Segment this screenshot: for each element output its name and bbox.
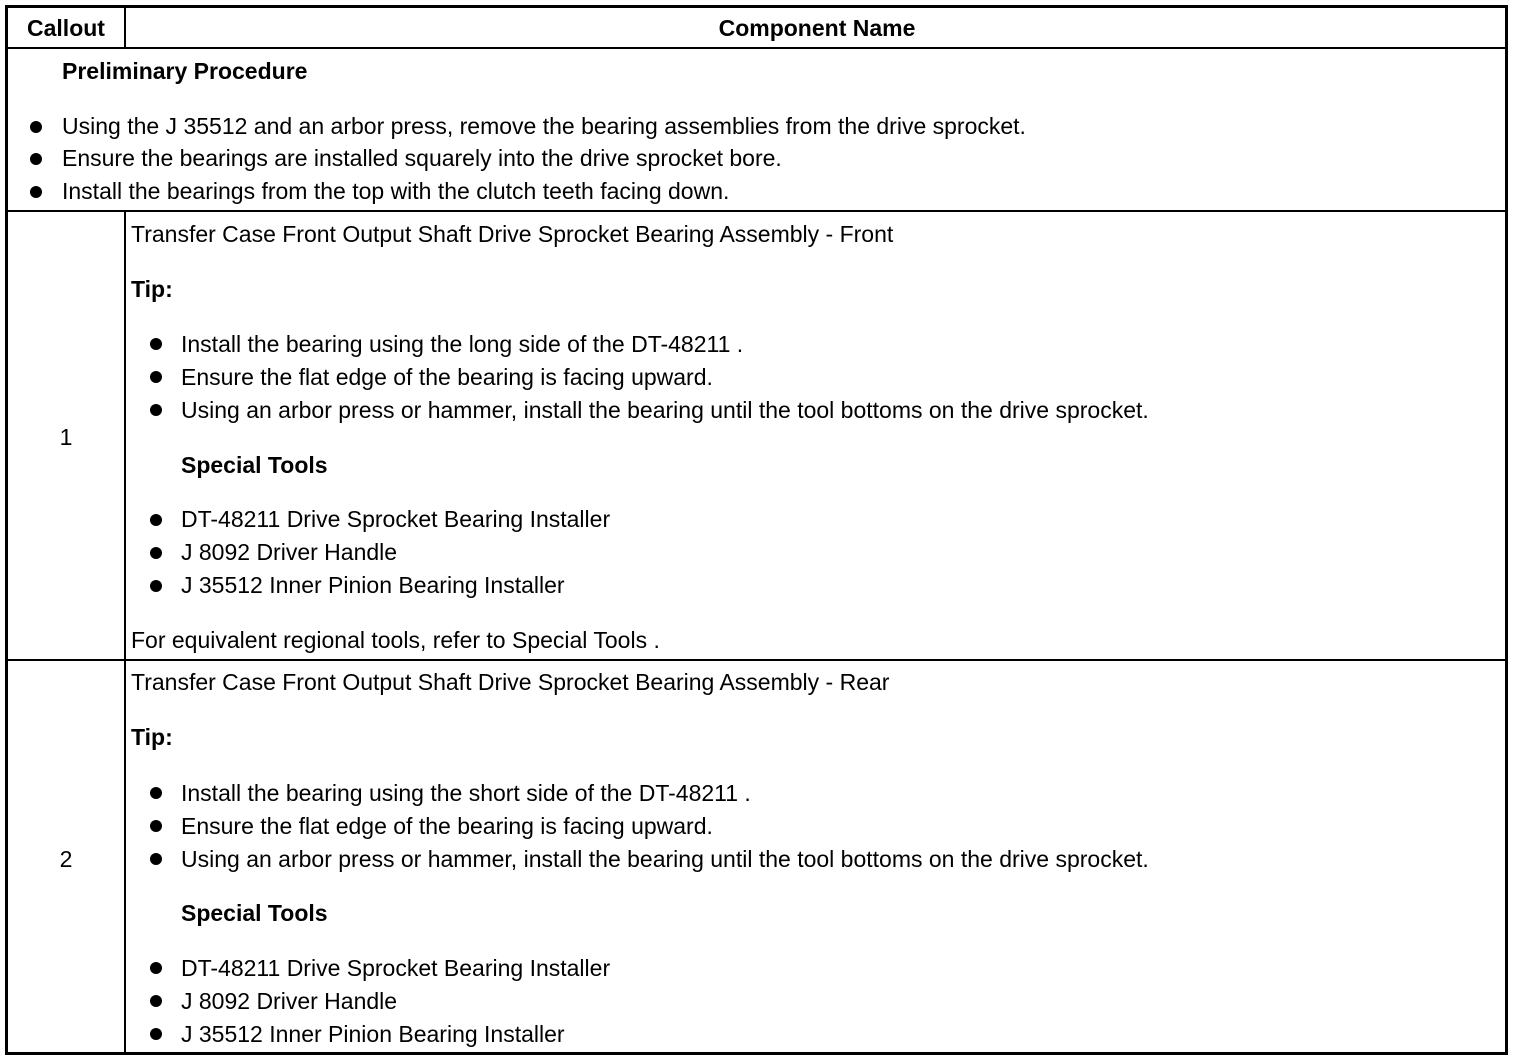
callout-number-1: 1	[59, 424, 73, 450]
component-name-header: Component Name	[718, 15, 916, 41]
tip-bullet-1-3	[150, 404, 162, 416]
preliminary-title: Preliminary Procedure	[62, 58, 308, 84]
preliminary-row-divider	[5, 210, 1508, 212]
tool-item-2-1: DT-48211 Drive Sprocket Bearing Installer	[181, 955, 611, 981]
tip-item-2-2: Ensure the flat edge of the bearing is facing upward.	[181, 813, 713, 839]
preliminary-item-2: Ensure the bearings are installed squarely into the drive sprocket bore.	[62, 145, 782, 171]
tool-item-1-2: J 8092 Driver Handle	[181, 539, 398, 565]
row1-divider	[5, 659, 1508, 661]
tip-label-2: Tip:	[131, 724, 173, 750]
tool-item-2-2: J 8092 Driver Handle	[181, 988, 398, 1014]
callout-header: Callout	[27, 15, 105, 41]
special-tools-label-2: Special Tools	[181, 900, 328, 926]
component-name-2: Transfer Case Front Output Shaft Drive Sprocket Bearing Assembly - Rear	[131, 669, 890, 695]
tool-item-2-3: J 35512 Inner Pinion Bearing Installer	[181, 1021, 565, 1047]
tool-bullet-2-2	[150, 995, 162, 1007]
component-name-1: Transfer Case Front Output Shaft Drive Sprocket Bearing Assembly - Front	[131, 221, 894, 247]
tool-bullet-2-1	[150, 962, 162, 974]
tip-item-1-3: Using an arbor press or hammer, install the bearing until the tool bottoms on the drive sprocket.	[181, 397, 1149, 423]
regional-tools-note-1: For equivalent regional tools, refer to Special Tools .	[131, 627, 660, 653]
preliminary-bullet-2	[30, 153, 42, 165]
tip-item-2-1: Install the bearing using the short side of the DT-48211 .	[181, 780, 751, 806]
tool-bullet-1-1	[150, 514, 162, 526]
callout-number-2: 2	[59, 846, 73, 872]
preliminary-bullet-1	[30, 121, 42, 133]
tip-item-2-3: Using an arbor press or hammer, install the bearing until the tool bottoms on the drive sprocket.	[181, 846, 1149, 872]
tool-bullet-1-3	[150, 580, 162, 592]
tool-bullet-2-3	[150, 1028, 162, 1040]
tool-item-1-3: J 35512 Inner Pinion Bearing Installer	[181, 572, 565, 598]
tip-bullet-1-1	[150, 338, 162, 350]
callout-column-divider-header	[124, 5, 126, 49]
preliminary-item-1: Using the J 35512 and an arbor press, remove the bearing assemblies from the drive sprocket.	[62, 113, 1026, 139]
preliminary-bullet-3	[30, 186, 42, 198]
tip-label-1: Tip:	[131, 276, 173, 302]
tool-bullet-1-2	[150, 547, 162, 559]
tool-item-1-1: DT-48211 Drive Sprocket Bearing Installer	[181, 506, 611, 532]
header-row-divider	[5, 47, 1508, 49]
tip-bullet-2-2	[150, 820, 162, 832]
tip-item-1-1: Install the bearing using the long side of the DT-48211 .	[181, 331, 744, 357]
tip-bullet-2-1	[150, 787, 162, 799]
tip-item-1-2: Ensure the flat edge of the bearing is facing upward.	[181, 364, 713, 390]
tip-bullet-2-3	[150, 853, 162, 865]
tip-bullet-1-2	[150, 371, 162, 383]
preliminary-item-3: Install the bearings from the top with the clutch teeth facing down.	[62, 178, 730, 204]
callout-column-divider-body	[124, 210, 126, 1055]
special-tools-label-1: Special Tools	[181, 452, 328, 478]
